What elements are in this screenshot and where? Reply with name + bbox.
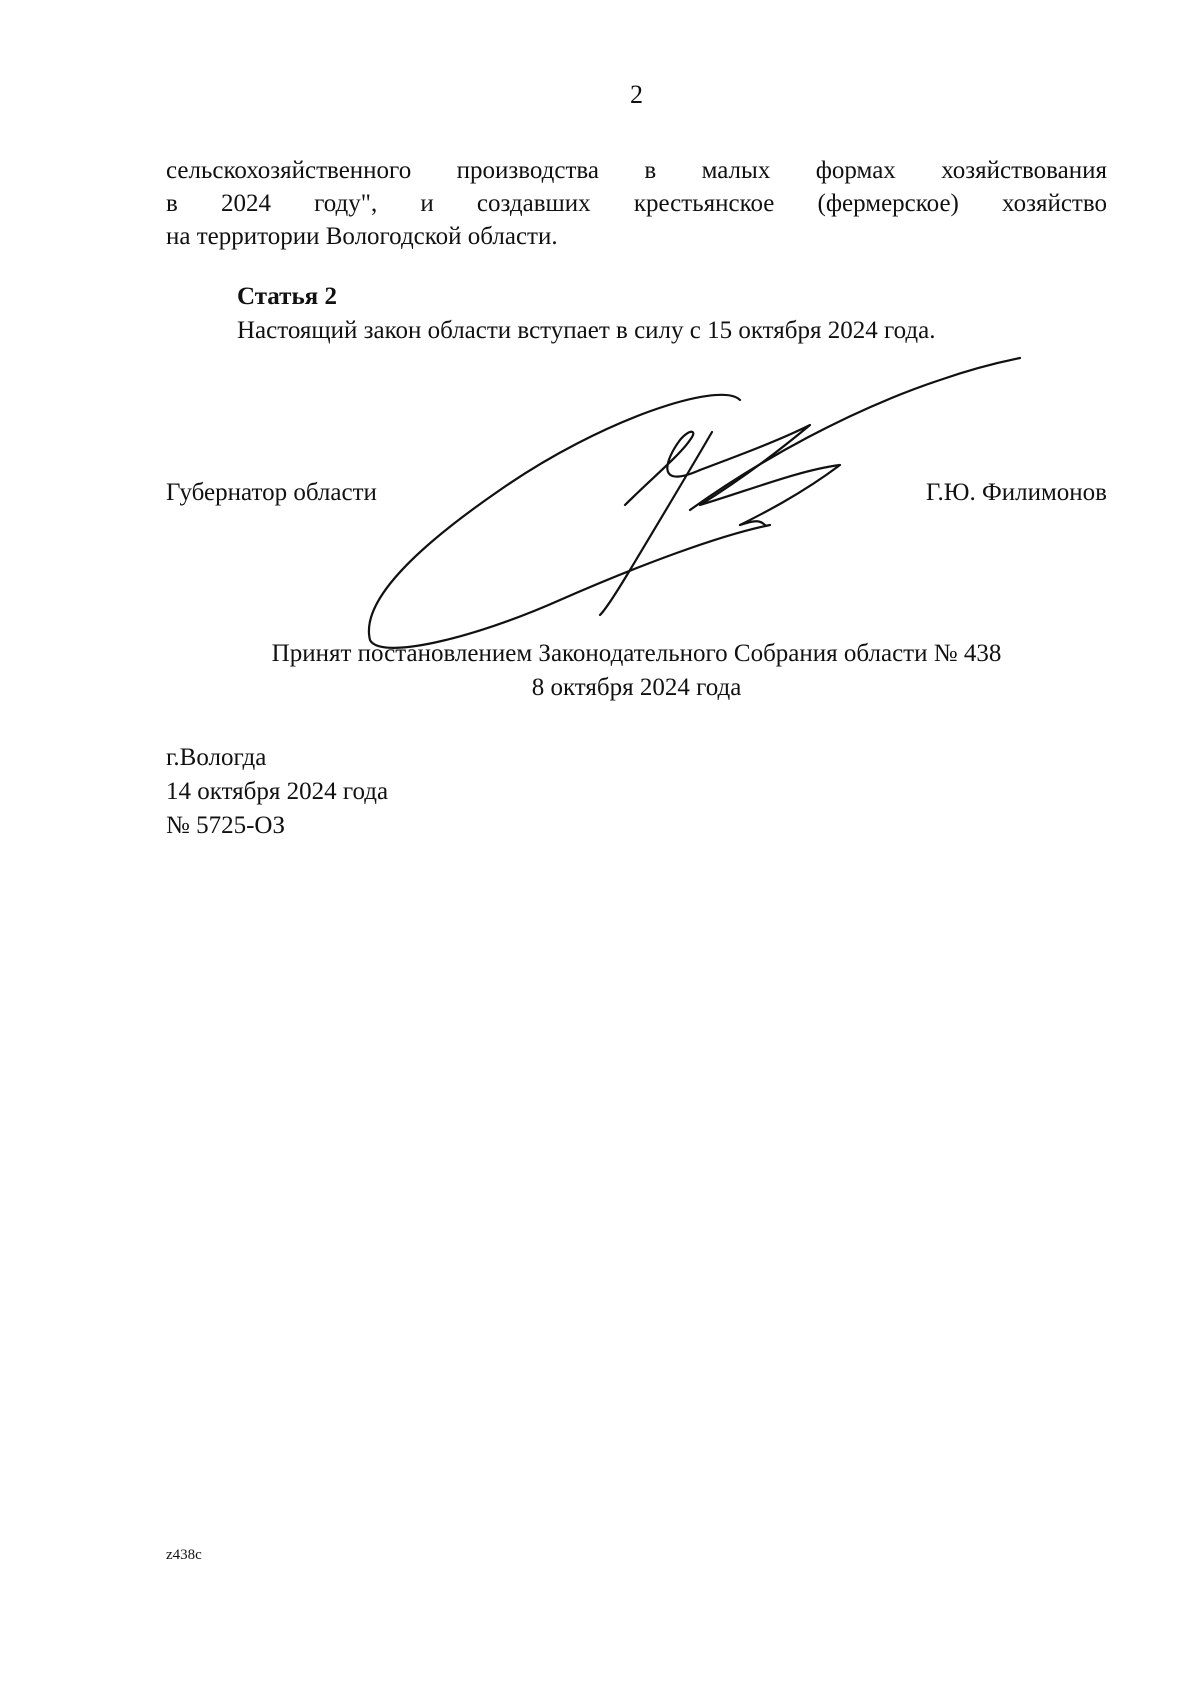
- adoption-line-1: Принят постановлением Законодательного Собрания области № 438: [271, 640, 1002, 667]
- paragraph-line-3: на территории Вологодской области.: [166, 223, 558, 250]
- law-number: № 5725-ОЗ: [166, 812, 286, 839]
- article-title: Статья 2: [237, 283, 337, 310]
- place-date: 14 октября 2024 года: [166, 778, 389, 805]
- page-number: 2: [630, 80, 643, 109]
- place-city: г.Вологда: [166, 744, 267, 771]
- paragraph-line-1: сельскохозяйственного производства в малых формах хозяйствования: [166, 157, 1107, 184]
- paragraph-line-2: в 2024 году", и создавших крестьянское (фермерское) хозяйство: [166, 190, 1107, 217]
- document-code: z438c: [166, 1547, 202, 1563]
- signatory-position: Губернатор области: [166, 479, 377, 506]
- place-date-number: [166, 741, 388, 843]
- signatory-name: Г.Ю. Филимонов: [925, 479, 1107, 506]
- article-text: Настоящий закон области вступает в силу с 15 октября 2024 года.: [237, 317, 936, 344]
- continuation-paragraph: [166, 154, 1107, 253]
- article-2: [237, 280, 935, 348]
- adoption-note: [166, 637, 1107, 705]
- adoption-line-2: 8 октября 2024 года: [531, 674, 742, 701]
